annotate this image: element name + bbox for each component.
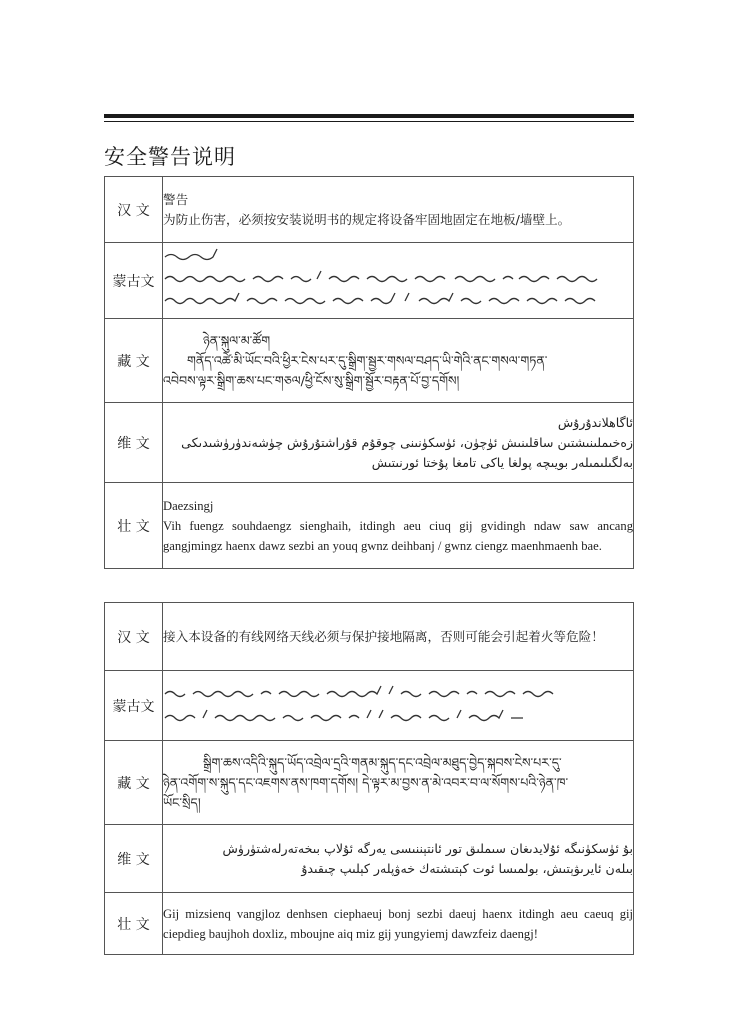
lang-label: 汉 文	[105, 177, 163, 243]
table-row	[105, 825, 634, 893]
table-row	[105, 603, 634, 671]
body-text: زەخىملىنىشتىن ساقلىنىش ئۈچۈن، ئۈسكۈنىنى چوقۇم قۇراشتۇرۇش چۈشەندۈرۈشىدىكى	[181, 434, 633, 450]
body-text: 为防止伤害，必须按安装说明书的规定将设备牢固地固定在地板/墙壁上。	[163, 211, 571, 227]
body-text: 接入本设备的有线网络天线必须与保护接地隔离，否则可能会引起着火等危险！	[163, 628, 604, 644]
content-cell	[163, 603, 634, 671]
lang-label: 壮 文	[105, 483, 163, 569]
heading-text: ཉེན་སྐུལ་མ་ཚོག	[203, 332, 271, 348]
body-text: Gij mizsienq vangjloz denhsen ciephaeuj bonj sezbi daeuj haenx itdingh aeu caeuq gij ciepdieg baujhoh doxliz, mboujne aiq miz gij yungyiemj dawzfeiz daengj!	[163, 906, 633, 941]
body-text: འབེབས་ལྟར་སྒྲིག་ཆས་པང་གཅལ/ཕྱི་ངོས་སུ་སྒྲིག་སྦྱོར་བརྟན་པོ་བྱ་དགོས།	[163, 372, 460, 388]
content-cell	[163, 825, 634, 893]
lang-label: 维 文	[105, 825, 163, 893]
mongolian-script-graphic	[163, 678, 613, 728]
content-cell	[163, 893, 634, 955]
heading-text: ئاگاھلاندۇرۇش	[557, 414, 633, 430]
body-text: ཡོང་སྲིད།	[163, 794, 201, 810]
table-row	[105, 741, 634, 825]
content-cell	[163, 483, 634, 569]
table-row	[105, 893, 634, 955]
table-row	[105, 177, 634, 243]
content-cell	[163, 403, 634, 483]
table-row	[105, 483, 634, 569]
body-text: بىلەن ئايرىۋېتىش، بولمىسا ئوت كېتىشتەك خەۋپلەر كېلىپ چىقىدۇ	[301, 860, 633, 876]
lang-label: 维 文	[105, 403, 163, 483]
table-row	[105, 671, 634, 741]
table-row	[105, 243, 634, 319]
lang-label: 蒙古文	[105, 671, 163, 741]
body-text: بەلگىلىمىلەر بويىچە پولغا ياكى تامغا پۇختا ئورنىتىش	[371, 454, 633, 470]
mongolian-script	[163, 678, 633, 734]
content-cell	[163, 741, 634, 825]
page-title: 安全警告说明	[104, 145, 236, 169]
heading-text: Daezsingj	[163, 498, 214, 513]
body-text: གནོད་འཚེ་མི་ཡོང་བའི་ཕྱིར་ངེས་པར་དུ་སྒྲིག་སྦྱར་གསལ་བཤད་ཡི་གེའི་ནང་གསལ་གཏན་	[187, 352, 548, 368]
lang-label: 藏 文	[105, 319, 163, 403]
body-text: སྒྲིག་ཆས་འདིའི་སྐུད་ཡོད་འབྲེལ་དྲའི་གནམ་སྐུད་དང་འབྲེལ་མཐུད་བྱེད་སྐབས་ངེས་པར་དུ་	[203, 754, 562, 770]
table-row	[105, 319, 634, 403]
mongolian-script-graphic	[163, 245, 613, 311]
lang-label: 藏 文	[105, 741, 163, 825]
warning-table-2	[104, 602, 634, 955]
body-text: ཉེན་འགོག་ས་སྐུད་དང་འཇགས་ནས་ཁག་དགོས། དེ་ལྟར་མ་བྱས་ན་མེ་འབར་བ་ལ་སོགས་པའི་ཉེན་ཁ་	[163, 774, 569, 790]
lang-label: 汉 文	[105, 603, 163, 671]
header-rule-thin	[104, 121, 634, 122]
table-row	[105, 403, 634, 483]
mongolian-script	[163, 245, 633, 317]
content-cell	[163, 177, 634, 243]
header-rule-thick	[104, 114, 634, 118]
content-cell	[163, 671, 634, 741]
heading-text: 警告	[163, 191, 189, 207]
lang-label: 壮 文	[105, 893, 163, 955]
body-text: بۇ ئۈسكۈنىگە ئۇلايدىغان سىملىق تور ئانتېننىسى يەرگە ئۇلاپ بىخەتەرلەشتۈرۈش	[222, 840, 633, 856]
body-text: Vih fuengz souhdaengz sienghaih, itdingh aeu ciuq gij gvidingh ndaw saw ancang gangjmingz haenx dawz sezbi an youq gwnz deihbanj / gwnz ciengz maenhmaenh bae.	[163, 518, 633, 553]
content-cell	[163, 319, 634, 403]
content-cell	[163, 243, 634, 319]
lang-label: 蒙古文	[105, 243, 163, 319]
warning-table-1	[104, 176, 634, 569]
